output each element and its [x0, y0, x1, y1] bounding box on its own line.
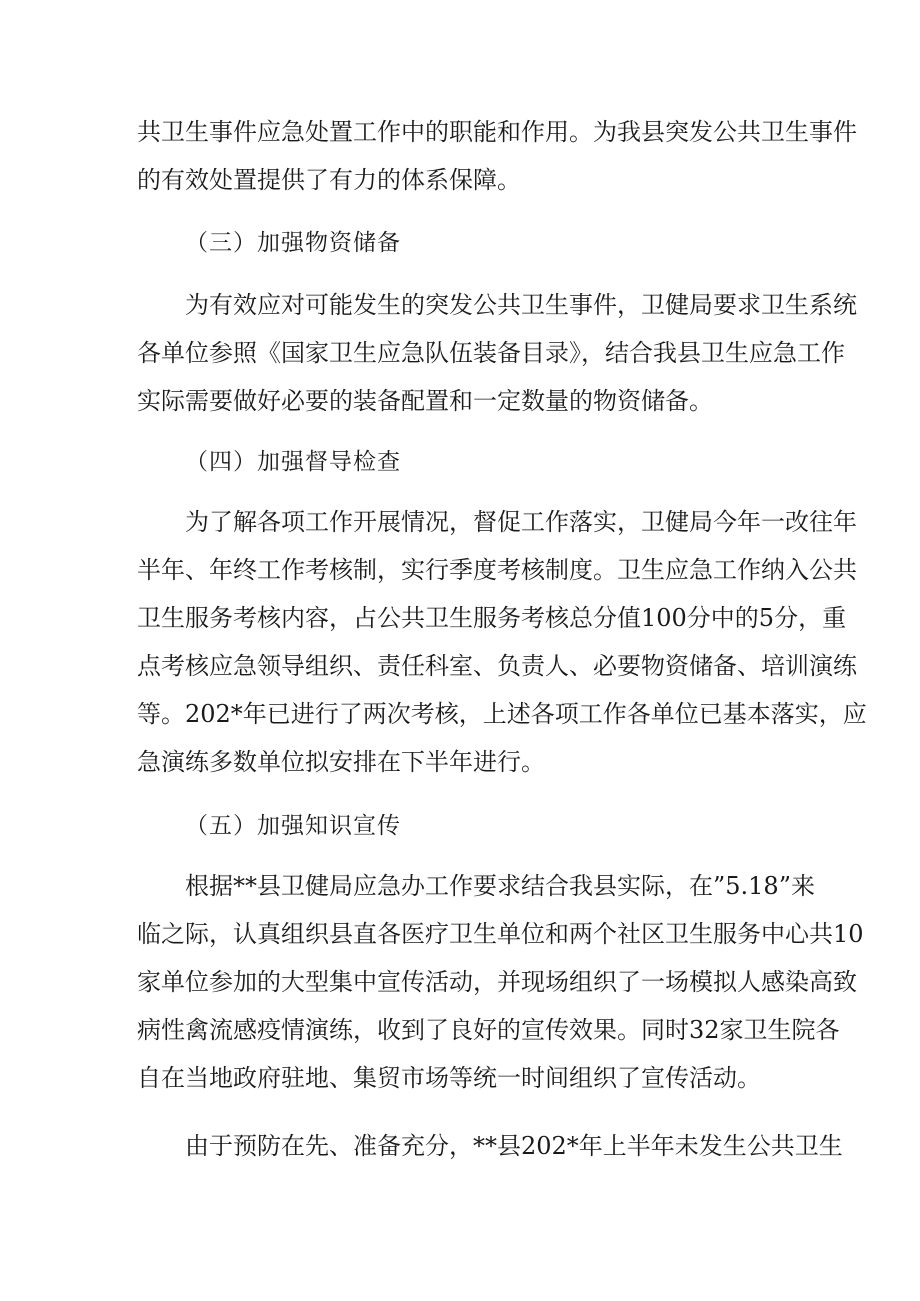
- paragraph-line: 各单位参照《国家卫生应急队伍装备目录》，结合我县卫生应急工作: [137, 339, 845, 367]
- paragraph-line: 等。202*年已进行了两次考核，上述各项工作各单位已基本落实，应: [137, 700, 867, 728]
- paragraph-line: 为了解各项工作开展情况，督促工作落实，卫健局今年一改往年: [185, 508, 857, 536]
- section-heading: （三）加强物资储备: [185, 230, 401, 256]
- paragraph-line: 的有效处置提供了有力的体系保障。: [137, 166, 521, 194]
- paragraph-line: 病性禽流感疫情演练，收到了良好的宣传效果。同时32家卫生院各: [137, 1016, 840, 1044]
- paragraph-line: 实际需要做好必要的装备配置和一定数量的物资储备。: [137, 387, 713, 415]
- paragraph-line: 点考核应急领导组织、责任科室、负责人、必要物资储备、培训演练: [137, 652, 857, 680]
- paragraph-line: 急演练多数单位拟安排在下半年进行。: [137, 748, 545, 776]
- section-heading: （四）加强督导检查: [185, 449, 401, 475]
- paragraph-line: 自在当地政府驻地、集贸市场等统一时间组织了宣传活动。: [137, 1064, 761, 1092]
- section-heading: （五）加强知识宣传: [185, 813, 401, 839]
- paragraph-line: 临之际，认真组织县直各医疗卫生单位和两个社区卫生服务中心共10: [137, 920, 864, 948]
- paragraph-line: 由于预防在先、准备充分，**县202*年上半年未发生公共卫生: [185, 1132, 843, 1160]
- paragraph-line: 半年、年终工作考核制，实行季度考核制度。卫生应急工作纳入公共: [137, 556, 857, 584]
- paragraph-line: 卫生服务考核内容，占公共卫生服务考核总分值100分中的5分，重: [137, 604, 847, 632]
- paragraph-line: 家单位参加的大型集中宣传活动，并现场组织了一场模拟人感染高致: [137, 968, 857, 996]
- paragraph-line: 为有效应对可能发生的突发公共卫生事件，卫健局要求卫生系统: [185, 291, 857, 319]
- paragraph-line: 共卫生事件应急处置工作中的职能和作用。为我县突发公共卫生事件: [137, 118, 857, 146]
- paragraph-line: 根据**县卫健局应急办工作要求结合我县实际，在”5.18”来: [185, 872, 815, 900]
